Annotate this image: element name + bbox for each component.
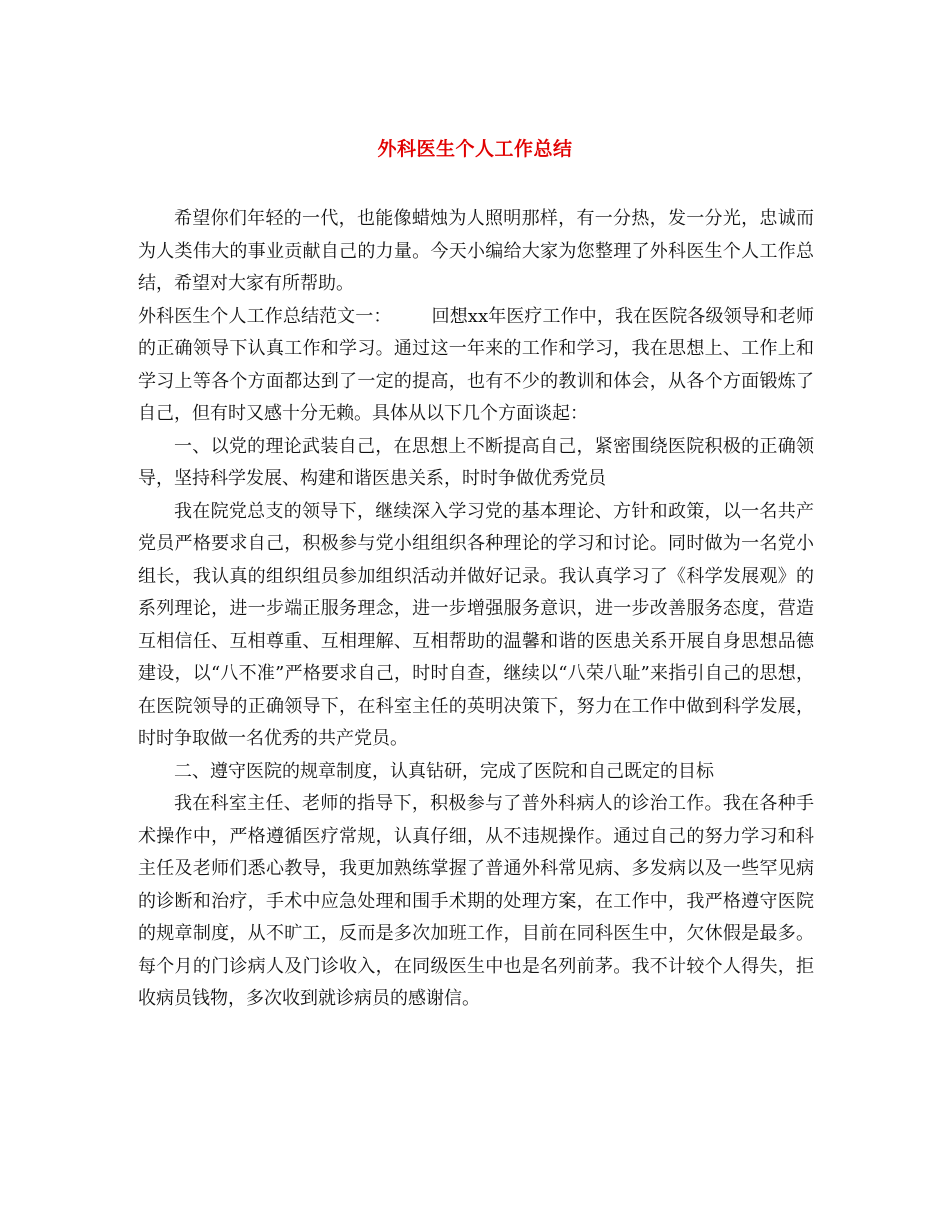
document-body [138,176,814,1016]
document-title: 外科医生个人工作总结 [377,138,573,160]
sample-one-label: 外科医生个人工作总结范文一： [138,305,392,327]
sample-one-text: 回想xx年医疗工作中，我在医院各级领导和老师的正确领导下认真工作和学习。通过这一年来的工作和学习，我在思想上、工作上和学习上等各个方面都达到了一定的提高，也有不少的教训和体会，从各个方面锻炼了自己，但有时又感十分无赖。具体从以下几个方面谈起： [138,305,814,424]
intro-paragraph: 希望你们年轻的一代，也能像蜡烛为人照明那样，有一分热，发一分光，忠诚而为人类伟大的事业贡献自己的力量。今天小编给大家为您整理了外科医生个人工作总结，希望对大家有所帮助。 [138,208,814,294]
section-two-body: 我在科室主任、老师的指导下，积极参与了普外科病人的诊治工作。我在各种手术操作中，严格遵循医疗常规，认真仔细，从不违规操作。通过自己的努力学习和科主任及老师们悉心教导，我更加熟练掌握了普通外科常见病、多发病以及一些罕见病的诊断和治疗，手术中应急处理和围手术期的处理方案，在工作中，我严格遵守医院的规章制度，从不旷工，反而是多次加班工作，目前在同科医生中，欠休假是最多。每个月的门诊病人及门诊收入，在同级医生中也是名列前茅。我不计较个人得失，拒收病员钱物，多次收到就诊病员的感谢信。 [138,793,814,1009]
sample-one-paragraph [138,301,814,431]
section-one-body: 我在院党总支的领导下，继续深入学习党的基本理论、方针和政策，以一名共产党员严格要求自己，积极参与党小组组织各种理论的学习和讨论。同时做为一名党小组长，我认真的组织组员参加组织活动并做好记录。我认真学习了《科学发展观》的系列理论，进一步端正服务理念，进一步增强服务意识，进一步改善服务态度，营造互相信任、互相尊重、互相理解、互相帮助的温馨和谐的医患关系开展自身思想品德建设，以“八不准”严格要求自己，时时自查，继续以“八荣八耻”来指引自己的思想，在医院领导的正确领导下，在科室主任的英明决策下，努力在工作中做到科学发展，时时争取做一名优秀的共产党员。 [138,500,814,749]
section-two-heading: 二、遵守医院的规章制度，认真钻研，完成了医院和自己既定的目标 [174,760,714,782]
section-one-heading: 一、以党的理论武装自己，在思想上不断提高自己，紧密围绕医院积极的正确领导，坚持科学发展、构建和谐医患关系，时时争做优秀党员 [138,435,814,489]
